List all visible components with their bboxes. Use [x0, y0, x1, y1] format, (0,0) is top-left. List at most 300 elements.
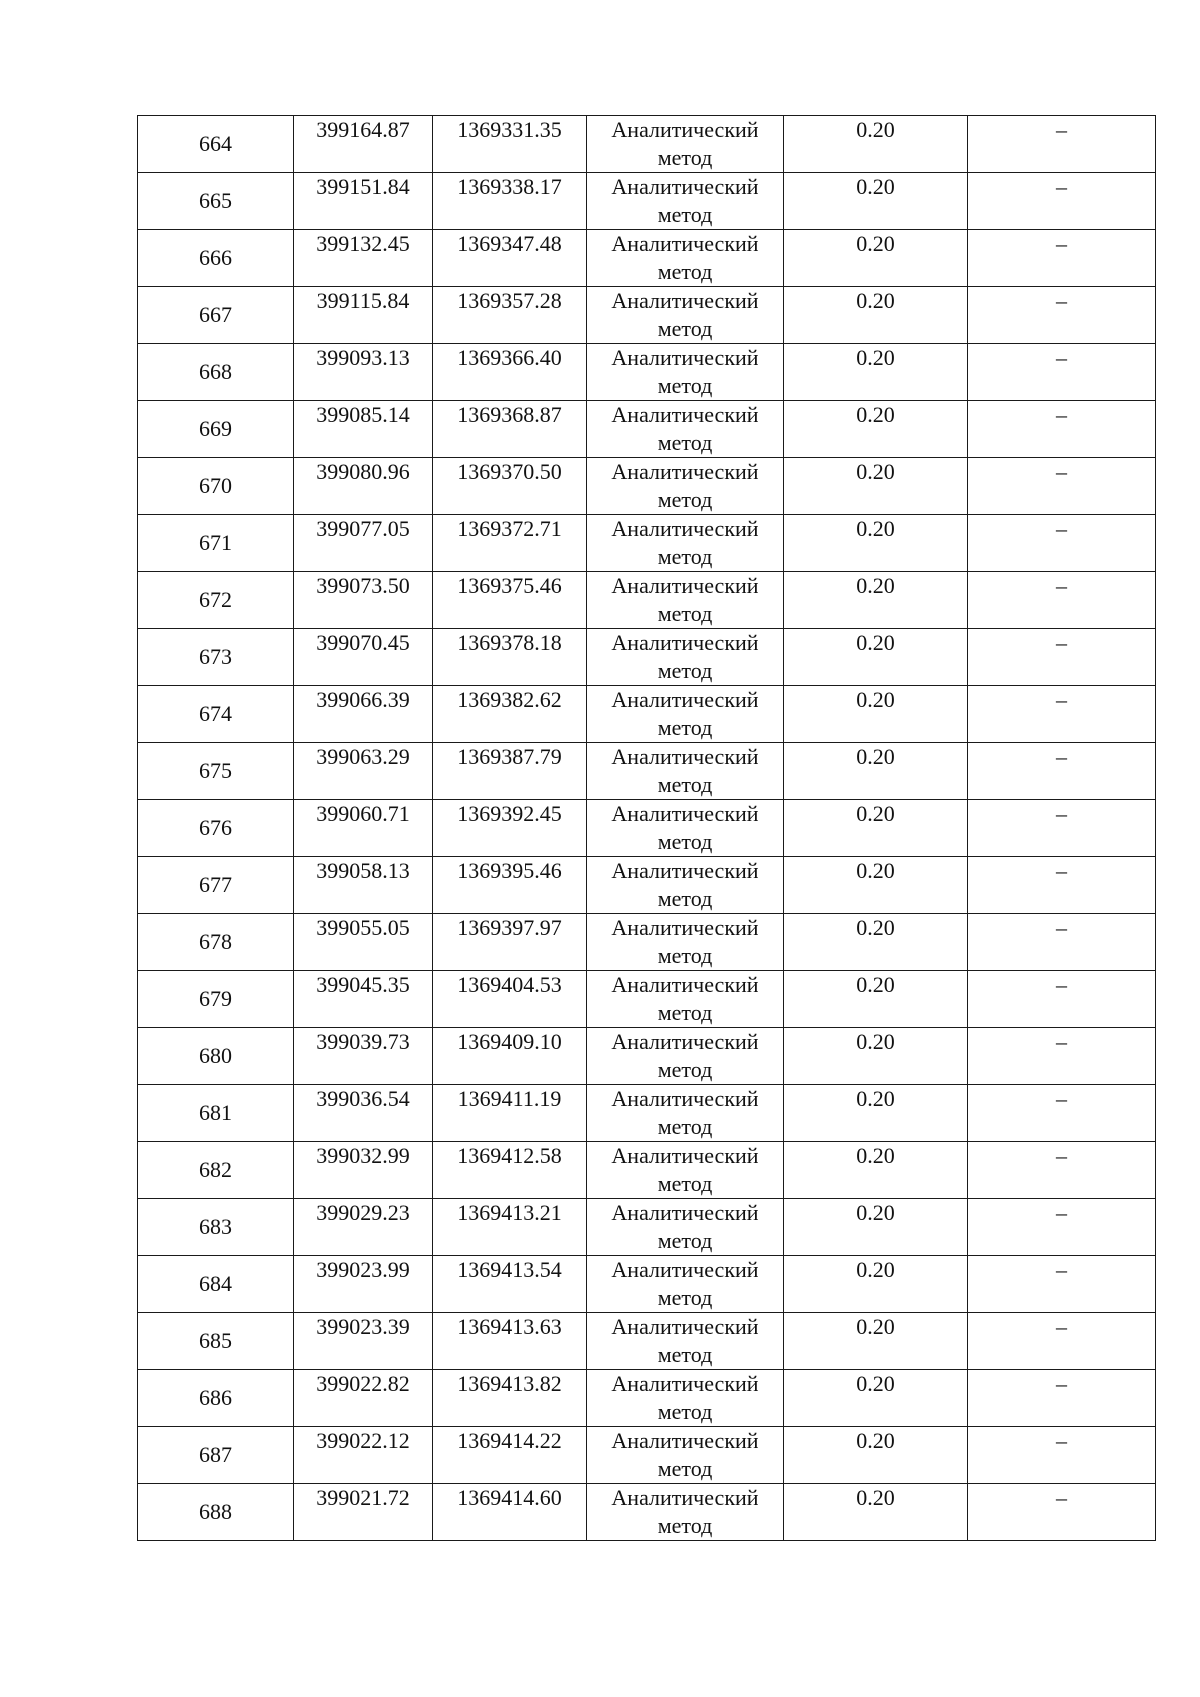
- note-cell: [968, 1199, 1156, 1256]
- point-number-cell: [138, 857, 294, 914]
- y-coordinate-cell: [433, 230, 587, 287]
- accuracy-cell: [784, 116, 968, 173]
- method-text: Аналитический метод: [611, 1200, 759, 1253]
- y-coordinate-text: 1369413.21: [457, 1200, 562, 1225]
- point-number-cell: [138, 401, 294, 458]
- x-coordinate-text: 399073.50: [316, 573, 410, 598]
- note-text: –: [1056, 630, 1067, 655]
- point-number-text: 682: [199, 1157, 232, 1182]
- y-coordinate-cell: [433, 914, 587, 971]
- method-text: Аналитический метод: [611, 1485, 759, 1538]
- note-text: –: [1056, 915, 1067, 940]
- point-number-cell: [138, 173, 294, 230]
- note-cell: [968, 1142, 1156, 1199]
- y-coordinate-cell: [433, 971, 587, 1028]
- y-coordinate-text: 1369368.87: [457, 402, 562, 427]
- table-row: [138, 629, 1156, 686]
- x-coordinate-text: 399022.12: [316, 1428, 410, 1453]
- note-text: –: [1056, 402, 1067, 427]
- method-text: Аналитический метод: [611, 345, 759, 398]
- y-coordinate-cell: [433, 1028, 587, 1085]
- x-coordinate-text: 399070.45: [316, 630, 410, 655]
- method-text: Аналитический метод: [611, 174, 759, 227]
- y-coordinate-cell: [433, 401, 587, 458]
- method-text: Аналитический метод: [611, 516, 759, 569]
- table-row: [138, 572, 1156, 629]
- x-coordinate-text: 399055.05: [316, 915, 410, 940]
- note-cell: [968, 800, 1156, 857]
- method-cell: [587, 971, 784, 1028]
- note-cell: [968, 173, 1156, 230]
- point-number-cell: [138, 1427, 294, 1484]
- accuracy-cell: [784, 1199, 968, 1256]
- table-row: [138, 116, 1156, 173]
- point-number-cell: [138, 1484, 294, 1541]
- accuracy-text: 0.20: [856, 1029, 895, 1054]
- point-number-text: 673: [199, 644, 232, 669]
- y-coordinate-text: 1369372.71: [457, 516, 562, 541]
- point-number-text: 671: [199, 530, 232, 555]
- point-number-text: 666: [199, 245, 232, 270]
- method-cell: [587, 743, 784, 800]
- method-cell: [587, 857, 784, 914]
- x-coordinate-text: 399039.73: [316, 1029, 410, 1054]
- x-coordinate-text: 399029.23: [316, 1200, 410, 1225]
- accuracy-text: 0.20: [856, 1086, 895, 1111]
- point-number-cell: [138, 344, 294, 401]
- coordinates-table: [137, 115, 1156, 1541]
- table-row: [138, 287, 1156, 344]
- method-cell: [587, 572, 784, 629]
- accuracy-cell: [784, 800, 968, 857]
- x-coordinate-text: 399077.05: [316, 516, 410, 541]
- x-coordinate-cell: [294, 1313, 433, 1370]
- method-cell: [587, 287, 784, 344]
- note-text: –: [1056, 459, 1067, 484]
- note-text: –: [1056, 1485, 1067, 1510]
- x-coordinate-cell: [294, 914, 433, 971]
- note-text: –: [1056, 1200, 1067, 1225]
- point-number-cell: [138, 1313, 294, 1370]
- x-coordinate-text: 399060.71: [316, 801, 410, 826]
- x-coordinate-cell: [294, 173, 433, 230]
- note-cell: [968, 1427, 1156, 1484]
- method-cell: [587, 1370, 784, 1427]
- method-cell: [587, 116, 784, 173]
- method-cell: [587, 1313, 784, 1370]
- x-coordinate-text: 399023.99: [316, 1257, 410, 1282]
- note-cell: [968, 1313, 1156, 1370]
- note-cell: [968, 629, 1156, 686]
- method-text: Аналитический метод: [611, 1371, 759, 1424]
- coordinates-table-body: [138, 116, 1156, 1541]
- accuracy-cell: [784, 971, 968, 1028]
- point-number-cell: [138, 116, 294, 173]
- point-number-text: 676: [199, 815, 232, 840]
- accuracy-text: 0.20: [856, 345, 895, 370]
- x-coordinate-text: 399093.13: [316, 345, 410, 370]
- note-cell: [968, 230, 1156, 287]
- y-coordinate-cell: [433, 1199, 587, 1256]
- method-text: Аналитический метод: [611, 687, 759, 740]
- point-number-cell: [138, 230, 294, 287]
- y-coordinate-text: 1369392.45: [457, 801, 562, 826]
- method-text: Аналитический метод: [611, 573, 759, 626]
- y-coordinate-text: 1369347.48: [457, 231, 562, 256]
- method-text: Аналитический метод: [611, 1257, 759, 1310]
- method-cell: [587, 515, 784, 572]
- table-row: [138, 1028, 1156, 1085]
- accuracy-text: 0.20: [856, 1485, 895, 1510]
- note-text: –: [1056, 687, 1067, 712]
- accuracy-text: 0.20: [856, 117, 895, 142]
- note-cell: [968, 458, 1156, 515]
- y-coordinate-cell: [433, 287, 587, 344]
- y-coordinate-cell: [433, 1427, 587, 1484]
- table-row: [138, 1142, 1156, 1199]
- y-coordinate-text: 1369413.63: [457, 1314, 562, 1339]
- x-coordinate-text: 399066.39: [316, 687, 410, 712]
- accuracy-text: 0.20: [856, 1257, 895, 1282]
- note-text: –: [1056, 1371, 1067, 1396]
- point-number-cell: [138, 1142, 294, 1199]
- accuracy-text: 0.20: [856, 174, 895, 199]
- y-coordinate-text: 1369412.58: [457, 1143, 562, 1168]
- method-cell: [587, 629, 784, 686]
- method-text: Аналитический метод: [611, 1143, 759, 1196]
- y-coordinate-text: 1369414.60: [457, 1485, 562, 1510]
- accuracy-cell: [784, 857, 968, 914]
- accuracy-text: 0.20: [856, 687, 895, 712]
- accuracy-text: 0.20: [856, 1200, 895, 1225]
- point-number-cell: [138, 743, 294, 800]
- x-coordinate-text: 399036.54: [316, 1086, 410, 1111]
- y-coordinate-cell: [433, 116, 587, 173]
- accuracy-cell: [784, 287, 968, 344]
- accuracy-cell: [784, 1085, 968, 1142]
- method-cell: [587, 686, 784, 743]
- accuracy-text: 0.20: [856, 1314, 895, 1339]
- point-number-text: 685: [199, 1328, 232, 1353]
- method-cell: [587, 1256, 784, 1313]
- method-text: Аналитический метод: [611, 117, 759, 170]
- point-number-cell: [138, 287, 294, 344]
- accuracy-cell: [784, 230, 968, 287]
- point-number-cell: [138, 572, 294, 629]
- method-cell: [587, 1085, 784, 1142]
- table-row: [138, 458, 1156, 515]
- accuracy-cell: [784, 515, 968, 572]
- method-cell: [587, 1142, 784, 1199]
- x-coordinate-text: 399021.72: [316, 1485, 410, 1510]
- x-coordinate-text: 399164.87: [316, 117, 410, 142]
- method-text: Аналитический метод: [611, 1428, 759, 1481]
- y-coordinate-text: 1369387.79: [457, 744, 562, 769]
- note-cell: [968, 857, 1156, 914]
- point-number-text: 670: [199, 473, 232, 498]
- x-coordinate-text: 399058.13: [316, 858, 410, 883]
- table-row: [138, 173, 1156, 230]
- point-number-text: 686: [199, 1385, 232, 1410]
- note-cell: [968, 401, 1156, 458]
- method-text: Аналитический метод: [611, 1086, 759, 1139]
- y-coordinate-text: 1369357.28: [457, 288, 562, 313]
- point-number-text: 675: [199, 758, 232, 783]
- table-row: [138, 401, 1156, 458]
- accuracy-text: 0.20: [856, 744, 895, 769]
- method-text: Аналитический метод: [611, 402, 759, 455]
- y-coordinate-text: 1369397.97: [457, 915, 562, 940]
- point-number-text: 679: [199, 986, 232, 1011]
- y-coordinate-text: 1369378.18: [457, 630, 562, 655]
- point-number-cell: [138, 800, 294, 857]
- x-coordinate-cell: [294, 458, 433, 515]
- method-cell: [587, 1484, 784, 1541]
- x-coordinate-cell: [294, 572, 433, 629]
- point-number-text: 680: [199, 1043, 232, 1068]
- y-coordinate-text: 1369366.40: [457, 345, 562, 370]
- note-cell: [968, 1028, 1156, 1085]
- note-cell: [968, 1484, 1156, 1541]
- accuracy-text: 0.20: [856, 972, 895, 997]
- note-cell: [968, 287, 1156, 344]
- table-row: [138, 686, 1156, 743]
- accuracy-text: 0.20: [856, 1143, 895, 1168]
- x-coordinate-cell: [294, 1256, 433, 1313]
- point-number-text: 687: [199, 1442, 232, 1467]
- accuracy-cell: [784, 344, 968, 401]
- accuracy-cell: [784, 173, 968, 230]
- point-number-cell: [138, 1256, 294, 1313]
- point-number-text: 672: [199, 587, 232, 612]
- point-number-text: 665: [199, 188, 232, 213]
- y-coordinate-text: 1369395.46: [457, 858, 562, 883]
- x-coordinate-text: 399022.82: [316, 1371, 410, 1396]
- accuracy-text: 0.20: [856, 231, 895, 256]
- x-coordinate-cell: [294, 1484, 433, 1541]
- x-coordinate-cell: [294, 1427, 433, 1484]
- x-coordinate-cell: [294, 1199, 433, 1256]
- table-row: [138, 344, 1156, 401]
- y-coordinate-cell: [433, 1142, 587, 1199]
- accuracy-cell: [784, 1028, 968, 1085]
- point-number-cell: [138, 914, 294, 971]
- point-number-text: 678: [199, 929, 232, 954]
- note-cell: [968, 1370, 1156, 1427]
- point-number-text: 683: [199, 1214, 232, 1239]
- x-coordinate-cell: [294, 116, 433, 173]
- y-coordinate-text: 1369409.10: [457, 1029, 562, 1054]
- method-text: Аналитический метод: [611, 1029, 759, 1082]
- accuracy-text: 0.20: [856, 1428, 895, 1453]
- x-coordinate-text: 399032.99: [316, 1143, 410, 1168]
- method-cell: [587, 230, 784, 287]
- method-cell: [587, 401, 784, 458]
- accuracy-cell: [784, 743, 968, 800]
- y-coordinate-cell: [433, 857, 587, 914]
- point-number-text: 668: [199, 359, 232, 384]
- note-cell: [968, 1256, 1156, 1313]
- y-coordinate-cell: [433, 743, 587, 800]
- y-coordinate-text: 1369413.82: [457, 1371, 562, 1396]
- note-cell: [968, 116, 1156, 173]
- accuracy-text: 0.20: [856, 858, 895, 883]
- table-row: [138, 800, 1156, 857]
- note-text: –: [1056, 345, 1067, 370]
- note-text: –: [1056, 1086, 1067, 1111]
- table-row: [138, 857, 1156, 914]
- point-number-cell: [138, 1085, 294, 1142]
- note-text: –: [1056, 1143, 1067, 1168]
- note-text: –: [1056, 573, 1067, 598]
- method-cell: [587, 914, 784, 971]
- y-coordinate-cell: [433, 1370, 587, 1427]
- x-coordinate-cell: [294, 686, 433, 743]
- accuracy-cell: [784, 1484, 968, 1541]
- y-coordinate-cell: [433, 629, 587, 686]
- y-coordinate-cell: [433, 800, 587, 857]
- method-text: Аналитический метод: [611, 858, 759, 911]
- method-text: Аналитический метод: [611, 744, 759, 797]
- note-cell: [968, 515, 1156, 572]
- y-coordinate-cell: [433, 344, 587, 401]
- method-text: Аналитический метод: [611, 1314, 759, 1367]
- table-row: [138, 1370, 1156, 1427]
- accuracy-text: 0.20: [856, 801, 895, 826]
- y-coordinate-cell: [433, 515, 587, 572]
- method-text: Аналитический метод: [611, 288, 759, 341]
- point-number-text: 664: [199, 131, 232, 156]
- point-number-text: 674: [199, 701, 232, 726]
- table-row: [138, 230, 1156, 287]
- point-number-text: 681: [199, 1100, 232, 1125]
- point-number-text: 667: [199, 302, 232, 327]
- table-row: [138, 743, 1156, 800]
- note-text: –: [1056, 1029, 1067, 1054]
- note-text: –: [1056, 1257, 1067, 1282]
- y-coordinate-cell: [433, 1313, 587, 1370]
- point-number-cell: [138, 686, 294, 743]
- accuracy-text: 0.20: [856, 573, 895, 598]
- y-coordinate-text: 1369414.22: [457, 1428, 562, 1453]
- method-cell: [587, 1427, 784, 1484]
- point-number-cell: [138, 1028, 294, 1085]
- table-row: [138, 1484, 1156, 1541]
- method-text: Аналитический метод: [611, 801, 759, 854]
- accuracy-cell: [784, 401, 968, 458]
- accuracy-text: 0.20: [856, 402, 895, 427]
- y-coordinate-text: 1369338.17: [457, 174, 562, 199]
- accuracy-cell: [784, 629, 968, 686]
- x-coordinate-text: 399085.14: [316, 402, 410, 427]
- table-row: [138, 1313, 1156, 1370]
- x-coordinate-cell: [294, 1142, 433, 1199]
- method-cell: [587, 1199, 784, 1256]
- method-cell: [587, 173, 784, 230]
- accuracy-text: 0.20: [856, 459, 895, 484]
- y-coordinate-text: 1369370.50: [457, 459, 562, 484]
- note-cell: [968, 971, 1156, 1028]
- x-coordinate-cell: [294, 857, 433, 914]
- accuracy-text: 0.20: [856, 516, 895, 541]
- accuracy-cell: [784, 1256, 968, 1313]
- method-cell: [587, 458, 784, 515]
- accuracy-cell: [784, 458, 968, 515]
- note-text: –: [1056, 972, 1067, 997]
- x-coordinate-cell: [294, 401, 433, 458]
- note-text: –: [1056, 858, 1067, 883]
- x-coordinate-text: 399023.39: [316, 1314, 410, 1339]
- x-coordinate-text: 399045.35: [316, 972, 410, 997]
- table-row: [138, 1085, 1156, 1142]
- table-row: [138, 1199, 1156, 1256]
- note-text: –: [1056, 744, 1067, 769]
- accuracy-text: 0.20: [856, 1371, 895, 1396]
- note-cell: [968, 344, 1156, 401]
- point-number-cell: [138, 1199, 294, 1256]
- y-coordinate-cell: [433, 1256, 587, 1313]
- note-text: –: [1056, 1314, 1067, 1339]
- point-number-text: 677: [199, 872, 232, 897]
- accuracy-cell: [784, 686, 968, 743]
- point-number-cell: [138, 1370, 294, 1427]
- method-text: Аналитический метод: [611, 915, 759, 968]
- table-row: [138, 1427, 1156, 1484]
- table-row: [138, 515, 1156, 572]
- y-coordinate-cell: [433, 686, 587, 743]
- note-text: –: [1056, 288, 1067, 313]
- x-coordinate-cell: [294, 1370, 433, 1427]
- table-row: [138, 914, 1156, 971]
- point-number-cell: [138, 971, 294, 1028]
- note-cell: [968, 1085, 1156, 1142]
- accuracy-cell: [784, 572, 968, 629]
- y-coordinate-text: 1369411.19: [457, 1086, 562, 1111]
- x-coordinate-cell: [294, 287, 433, 344]
- method-text: Аналитический метод: [611, 630, 759, 683]
- point-number-cell: [138, 515, 294, 572]
- x-coordinate-cell: [294, 743, 433, 800]
- accuracy-cell: [784, 1313, 968, 1370]
- point-number-text: 669: [199, 416, 232, 441]
- accuracy-cell: [784, 1370, 968, 1427]
- y-coordinate-text: 1369404.53: [457, 972, 562, 997]
- x-coordinate-text: 399080.96: [316, 459, 410, 484]
- note-text: –: [1056, 516, 1067, 541]
- accuracy-cell: [784, 914, 968, 971]
- y-coordinate-text: 1369375.46: [457, 573, 562, 598]
- note-text: –: [1056, 231, 1067, 256]
- y-coordinate-text: 1369331.35: [457, 117, 562, 142]
- x-coordinate-cell: [294, 800, 433, 857]
- table-row: [138, 971, 1156, 1028]
- y-coordinate-text: 1369413.54: [457, 1257, 562, 1282]
- accuracy-text: 0.20: [856, 288, 895, 313]
- x-coordinate-cell: [294, 344, 433, 401]
- method-text: Аналитический метод: [611, 459, 759, 512]
- x-coordinate-text: 399115.84: [316, 288, 410, 313]
- x-coordinate-text: 399132.45: [316, 231, 410, 256]
- point-number-text: 688: [199, 1499, 232, 1524]
- y-coordinate-cell: [433, 458, 587, 515]
- accuracy-cell: [784, 1142, 968, 1199]
- x-coordinate-cell: [294, 515, 433, 572]
- accuracy-text: 0.20: [856, 630, 895, 655]
- method-cell: [587, 344, 784, 401]
- note-text: –: [1056, 801, 1067, 826]
- y-coordinate-cell: [433, 1484, 587, 1541]
- accuracy-text: 0.20: [856, 915, 895, 940]
